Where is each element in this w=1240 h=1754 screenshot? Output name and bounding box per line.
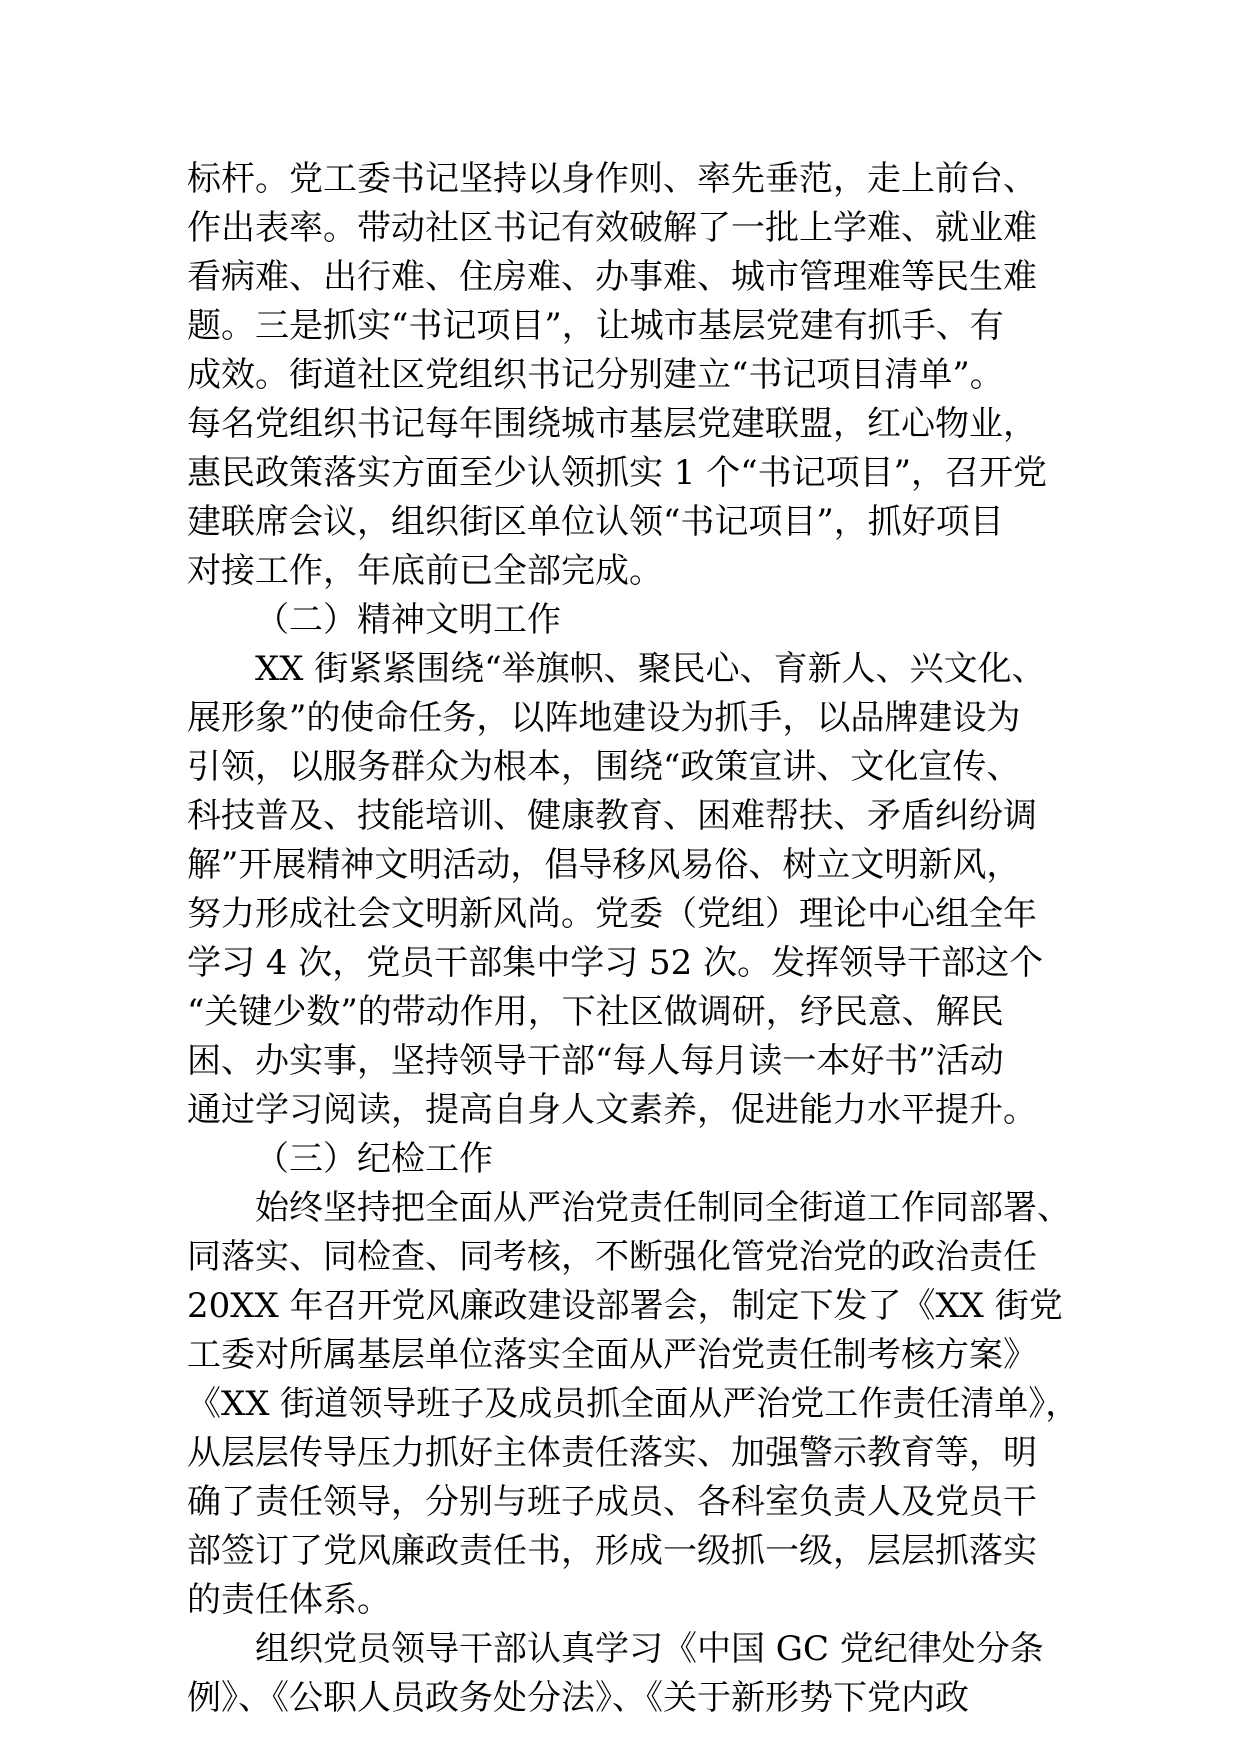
section-heading-spiritual-civilization: （二）精神文明工作 [255,600,561,640]
body-line: 部签订了党风廉政责任书，形成一级抓一级，层层抓落实 [187,1531,1037,1571]
body-line: 例》、《公职人员政务处分法》、《关于新形势下党内政 [187,1678,969,1718]
body-line: 建联席会议，组织街区单位认领“书记项目”，抓好项目 [187,502,1004,542]
body-line: 标杆。党工委书记坚持以身作则、率先垂范，走上前台、 [187,159,1037,199]
body-line: 每名党组织书记每年围绕城市基层党建联盟，红心物业， [187,404,1037,444]
body-line: 20XX 年召开党风廉政建设部署会，制定下发了《XX 街党 [187,1286,1063,1326]
body-line: 题。三是抓实“书记项目”，让城市基层党建有抓手、有 [187,306,1004,346]
body-line: 科技普及、技能培训、健康教育、困难帮扶、矛盾纠纷调 [187,796,1037,836]
body-line: 从层层传导压力抓好主体责任落实、加强警示教育等，明 [187,1433,1037,1473]
body-line: 惠民政策落实方面至少认领抓实 1 个“书记项目”，召开党 [187,453,1048,493]
paragraph-start: 组织党员领导干部认真学习《中国 GC 党纪律处分条 [255,1629,1044,1669]
body-line: 努力形成社会文明新风尚。党委（党组）理论中心组全年 [187,894,1037,934]
body-line: 成效。街道社区党组织书记分别建立“书记项目清单”。 [187,355,1004,395]
body-line: 的责任体系。 [187,1580,391,1620]
body-line: 《XX 街道领导班子及成员抓全面从严治党工作责任清单》， [187,1384,1080,1424]
body-line: 同落实、同检查、同考核，不断强化管党治党的政治责任 [187,1237,1037,1277]
body-line: 展形象”的使命任务，以阵地建设为抓手，以品牌建设为 [187,698,1021,738]
document-body [187,155,1087,1723]
body-line: 看病难、出行难、住房难、办事难、城市管理难等民生难 [187,257,1037,297]
body-line: 解”开展精神文明活动，倡导移风易俗、树立文明新风， [187,845,1021,885]
body-line: 通过学习阅读，提高自身人文素养，促进能力水平提升。 [187,1090,1037,1130]
body-line: 困、办实事，坚持领导干部“每人每月读一本好书”活动 [187,1041,1004,1081]
body-line: 确了责任领导，分别与班子成员、各科室负责人及党员干 [187,1482,1037,1522]
paragraph-start: 始终坚持把全面从严治党责任制同全街道工作同部署、 [255,1188,1071,1228]
body-line: 对接工作，年底前已全部完成。 [187,551,663,591]
paragraph-start: XX 街紧紧围绕“举旗帜、聚民心、育新人、兴文化、 [255,649,1046,689]
section-heading-discipline-inspection: （三）纪检工作 [255,1139,493,1179]
body-line: “关键少数”的带动作用，下社区做调研，纾民意、解民 [187,992,1004,1032]
body-line: 学习 4 次，党员干部集中学习 52 次。发挥领导干部这个 [187,943,1044,983]
body-line: 引领，以服务群众为根本，围绕“政策宣讲、文化宣传、 [187,747,1021,787]
body-line: 工委对所属基层单位落实全面从严治党责任制考核方案》 [187,1335,1037,1375]
body-line: 作出表率。带动社区书记有效破解了一批上学难、就业难 [187,208,1037,248]
